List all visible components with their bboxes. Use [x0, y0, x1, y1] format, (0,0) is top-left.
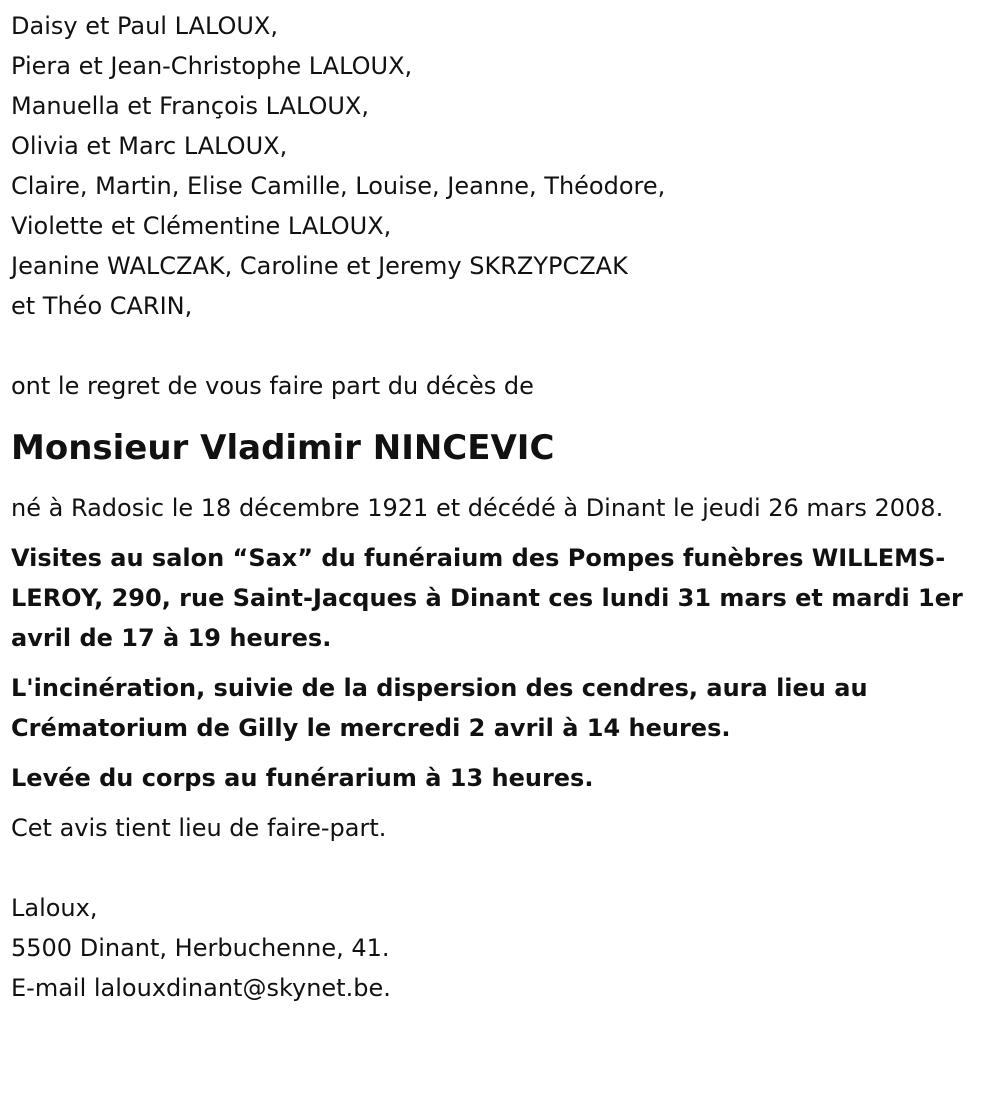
birth-death-text: né à Radosic le 18 décembre 1921 et décédé à Dinant le jeudi 26 mars 2008. [11, 494, 944, 522]
family-line: Olivia et Marc LALOUX, [11, 132, 288, 160]
family-line: Piera et Jean-Christophe LALOUX, [11, 52, 413, 80]
contact-email: E-mail lalouxdinant@skynet.be. [11, 974, 391, 1002]
cremation-text: L'incinération, suivie de la dispersion des cendres, aura lieu au Crématorium de Gilly le mercredi 2 avril à 14 heures. [11, 674, 868, 742]
departure-text: Levée du corps au funérarium à 13 heures. [11, 764, 594, 792]
family-list [11, 6, 986, 326]
contact-block [11, 888, 986, 1008]
family-line: et Théo CARIN, [11, 292, 193, 320]
contact-address: 5500 Dinant, Herbuchenne, 41. [11, 934, 390, 962]
death-notice [11, 6, 986, 1008]
deceased-name: Monsieur Vladimir NINCEVIC [11, 428, 555, 468]
family-line: Jeanine WALCZAK, Caroline et Jeremy SKRZYPCZAK [11, 252, 628, 280]
family-line: Manuella et François LALOUX, [11, 92, 369, 120]
family-line: Violette et Clémentine LALOUX, [11, 212, 392, 240]
family-line: Daisy et Paul LALOUX, [11, 12, 278, 40]
announcement-text: ont le regret de vous faire part du décès de [11, 372, 534, 400]
notice-text: Cet avis tient lieu de faire-part. [11, 814, 387, 842]
family-line: Claire, Martin, Elise Camille, Louise, Jeanne, Théodore, [11, 172, 666, 200]
visits-text: Visites au salon “Sax” du funéraium des Pompes funèbres WILLEMS-LEROY, 290, rue Saint-Jacques à Dinant ces lundi 31 mars et mardi 1er avril de 17 à 19 heures. [11, 544, 963, 652]
contact-name: Laloux, [11, 894, 98, 922]
